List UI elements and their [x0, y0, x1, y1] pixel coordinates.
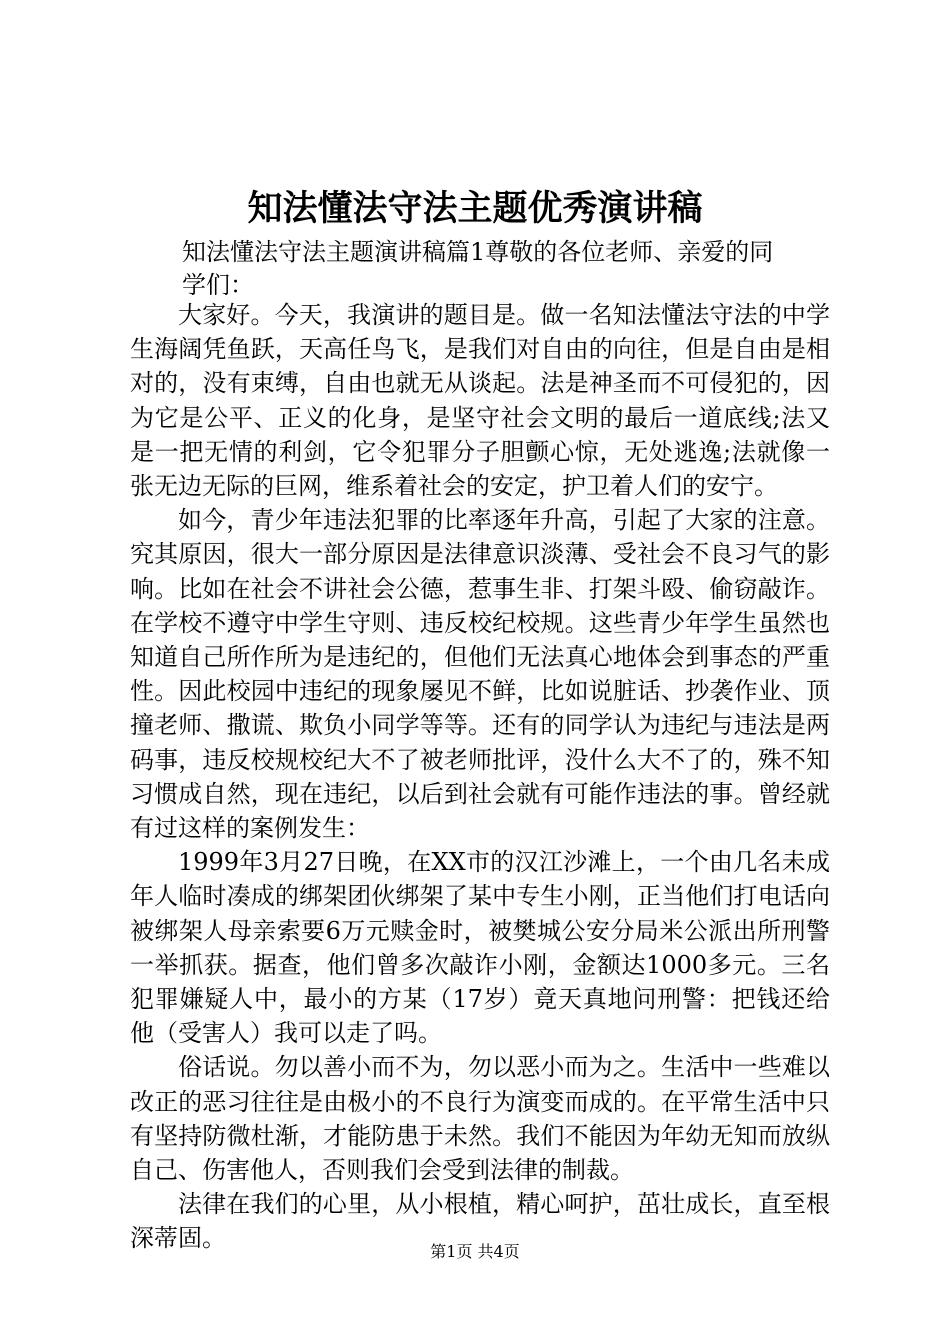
body-paragraph: 大家好。今天，我演讲的题目是。做一名知法懂法守法的中学生海阔凭鱼跃，天高任鸟飞，是我们对自由的向往，但是自由是相对的，没有束缚，自由也就无从谈起。法是神圣而不可侵犯的，因为它是公平、正义的化身，是坚守社会文明的最后一道底线;法又是一把无情的利剑，它令犯罪分子胆颤心惊，无处逃逸;法就像一张无边无际的巨网，维系着社会的安定，护卫着人们的安宁。: [130, 301, 830, 501]
document-body: [130, 298, 830, 1256]
body-paragraph: 1999年3月27日晚，在XX市的汉江沙滩上，一个由几名未成年人临时凑成的绑架团伙绑架了某中专生小刚，正当他们打电话向被绑架人母亲索要6万元赎金时，被樊城公安分局米公派出所刑警一举抓获。据查，他们曾多次敲诈小刚，金额达1000多元。三名犯罪嫌疑人中，最小的方某（17岁）竟天真地问刑警：把钱还给他（受害人）我可以走了吗。: [130, 848, 830, 1048]
body-paragraph: 如今，青少年违法犯罪的比率逐年升高，引起了大家的注意。究其原因，很大一部分原因是法律意识淡薄、受社会不良习气的影响。比如在社会不讲社会公德，惹事生非、打架斗殴、偷窃敲诈。在学校不遵守中学生守则、违反校纪校规。这些青少年学生虽然也知道自己所作所为是违纪的，但他们无法真心地体会到事态的严重性。因此校园中违纪的现象屡见不鲜，比如说脏话、抄袭作业、顶撞老师、撒谎、欺负小同学等等。还有的同学认为违纪与违法是两码事，违反校规校纪大不了被老师批评，没什么大不了的，殊不知习惯成自然，现在违纪，以后到社会就有可能作违法的事。曾经就有过这样的案例发生：: [130, 506, 830, 843]
page-footer: 第1页 共4页: [430, 1242, 520, 1261]
body-paragraph: 法律在我们的心里，从小根植，精心呵护，茁壮成长，直至根深蒂固。: [130, 1190, 830, 1253]
document-title: 知法懂法守法主题优秀演讲稿: [247, 188, 703, 229]
body-paragraph: 俗话说。勿以善小而不为，勿以恶小而为之。生活中一些难以改正的恶习往往是由极小的不良行为演变而成的。在平常生活中只有坚持防微杜渐，才能防患于未然。我们不能因为年幼无知而放纵自己、伤害他人，否则我们会受到法律的制裁。: [130, 1053, 830, 1185]
intro-paragraph: 知法懂法守法主题演讲稿篇1尊敬的各位老师、亲爱的同学们：: [182, 238, 774, 299]
